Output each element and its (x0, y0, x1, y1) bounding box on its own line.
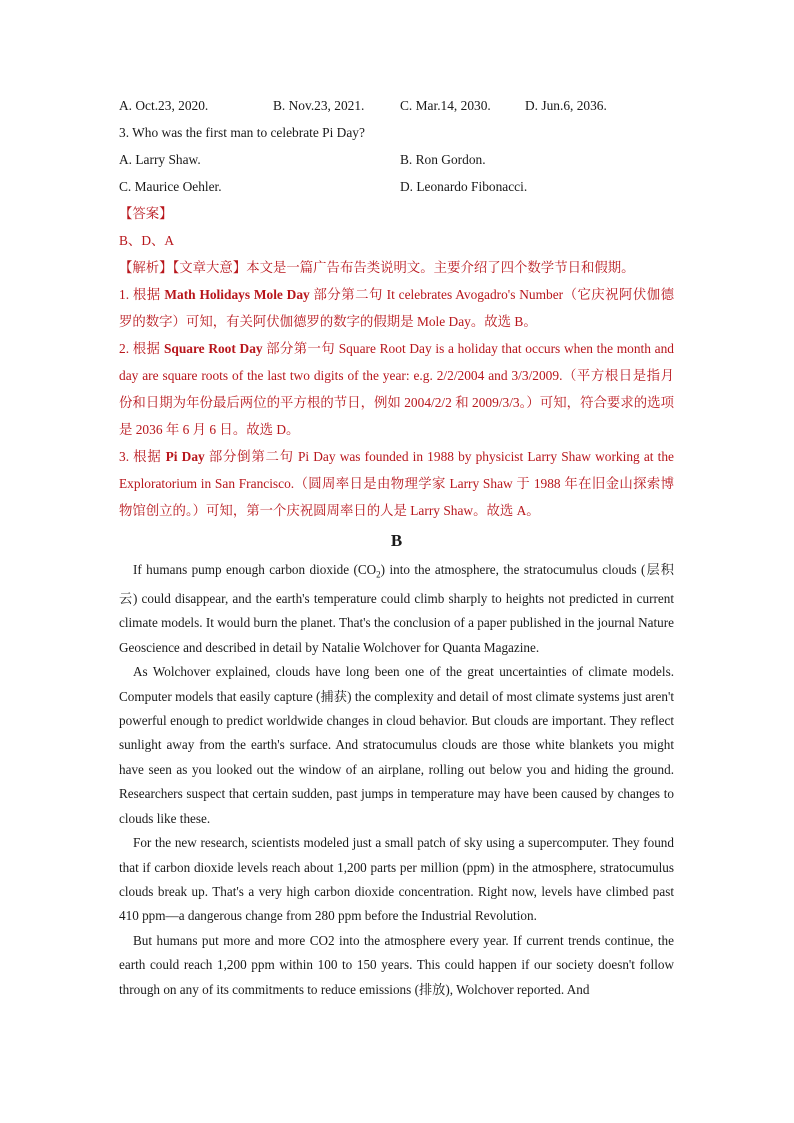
option-b: B. Ron Gordon. (400, 152, 486, 167)
option-c: C. Mar.14, 2030. (400, 98, 491, 113)
reading-passage (119, 558, 674, 1002)
option-d: D. Jun.6, 2036. (525, 98, 607, 113)
analysis-block (119, 254, 674, 524)
question-3-stem: 3. Who was the first man to celebrate Pi Day? (119, 125, 365, 140)
document-page (119, 92, 674, 1002)
answer-value: B、D、A (119, 233, 175, 248)
keyword: Square Root Day (163, 341, 263, 356)
option-b: B. Nov.23, 2021. (273, 98, 365, 113)
analysis-item-2: 2. 根据 Square Root Day 部分第一句 Square Root Day is a holiday that occurs when the month and day are square roots of the last two digits of the year: e.g. 2/2/2004 and 3/3/2009.（平方根日是指月份和日期为年份最后两位的平方根的节日，例如 2004/2/2 和 2009/3/3。）可知，符合要求的选项是 2036 年 6 月 6 日。故选 D。 (119, 341, 674, 437)
passage-paragraph-2: As Wolchover explained, clouds have long been one of the great uncertainties of climate models. Computer models that easily capture (捕获) the complexity and detail of most climate systems just aren't powerful enough to predict worldwide changes in cloud behavior. But clouds are important. They reflect sunlight away from the earth's surface. And stratocumulus clouds are those white blankets you might have seen as you looked out the window of an airplane, rolling out below you and hiding the ground. Researchers suspect that certain sudden, past jumps in temperature may have been caused by changes to clouds like these. (119, 664, 674, 826)
question-3-options-row1 (119, 146, 674, 173)
option-a: A. Larry Shaw. (119, 152, 201, 167)
option-a: A. Oct.23, 2020. (119, 98, 209, 113)
analysis-item-3: 3. 根据 Pi Day 部分倒第二句 Pi Day was founded in 1988 by physicist Larry Shaw working at the Exploratorium in San Francisco.（圆周率日是由物理学家 Larry Shaw 于 1988 年在旧金山探索博物馆创立的。）可知，第一个庆祝圆周率日的人是 Larry Shaw。故选 A。 (119, 449, 674, 518)
option-c: C. Maurice Oehler. (119, 179, 222, 194)
keyword: Pi Day (165, 449, 205, 464)
keyword: Math Holidays Mole Day (164, 287, 310, 302)
analysis-item-1: 1. 根据 Math Holidays Mole Day 部分第二句 It celebrates Avogadro's Number（它庆祝阿伏伽德罗的数字）可知，有关阿伏伽德罗的数字的假期是 Mole Day。故选 B。 (119, 287, 674, 329)
option-d: D. Leonardo Fibonacci. (400, 179, 528, 194)
section-title: B (390, 531, 403, 550)
analysis-intro: 【解析】【文章大意】本文是一篇广告布告类说明文。主要介绍了四个数学节日和假期。 (119, 260, 635, 275)
question-2-options (119, 92, 674, 119)
passage-paragraph-3: For the new research, scientists modeled just a small patch of sky using a supercomputer. They found that if carbon dioxide levels reach about 1,200 parts per million (ppm) in the atmosphere, stratocumulus clouds break up. That's a very high carbon dioxide concentration. Right now, levels have climbed past 410 ppm—a dangerous change from 280 ppm before the Industrial Revolution. (119, 835, 674, 924)
answer-heading: 【答案】 (119, 206, 173, 221)
question-3-options-row2 (119, 173, 674, 200)
passage-paragraph-1: If humans pump enough carbon dioxide $(CO_2)$ into the atmosphere, the stratocumulus clouds (层积云) could disappear, and the earth's temperature could climb sharply to heights not predicted in current climate models. It would burn the planet. That's the conclusion of a paper published in the journal Nature Geoscience and described in detail by Natalie Wolchover for Quanta Magazine. (119, 562, 674, 655)
passage-paragraph-4: But humans put more and more CO2 into the atmosphere every year. If current trends continue, the earth could reach 1,200 ppm within 100 to 150 years. This could happen if our society doesn't follow through on any of its commitments to reduce emissions (排放), Wolchover reported. And (119, 932, 674, 997)
